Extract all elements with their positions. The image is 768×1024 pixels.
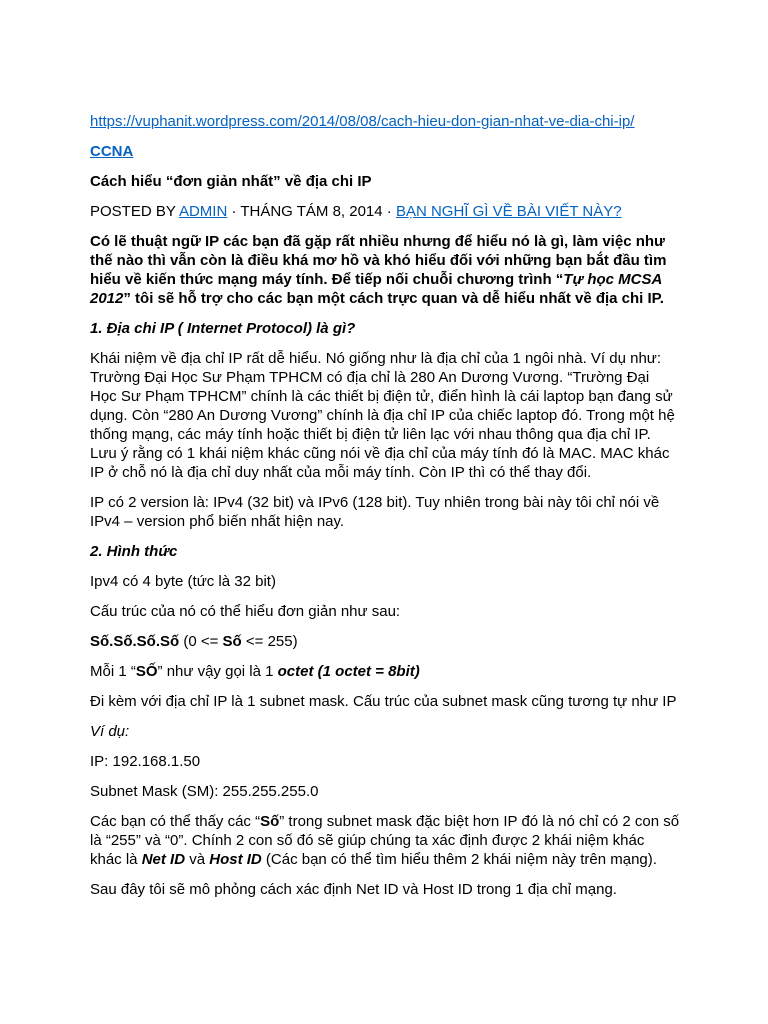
octet-bold: SỐ <box>135 663 158 680</box>
post-meta <box>90 202 680 221</box>
posted-by-label: POSTED BY <box>90 203 179 220</box>
article-title: Cách hiểu “đơn giản nhất” về địa chi IP <box>90 173 372 190</box>
paragraph-ip-concept: Khái niệm về địa chỉ IP rất dễ hiểu. Nó giống như là địa chỉ của 1 ngôi nhà. Ví dụ như: Trường Đại Học Sư Phạm TPHCM có địa chỉ là 280 An Dương Vương. “Trường Đại Học Sư Phạm TPHCM” chính là các thiết bị điện tử, điển hình là cái laptop bạn đang sử dụng. Còn “280 An Dương Vương” chính là địa chỉ IP của chiếc laptop đó. Trong một hệ thống mạng, các máy tính hoặc thiết bị điện tử liên lạc với nhau thông qua địa chỉ IP. Lưu ý rằng có 1 khái niệm khác cũng nói về địa chỉ của máy tính đó là MAC. MAC khác IP ở chỗ nó là địa chỉ duy nhất của mỗi máy tính. Còn IP thì có thể thay đổi. <box>90 350 675 481</box>
format-end: <= 255) <box>241 633 298 650</box>
netid-text-a: Các bạn có thể thấy các “ <box>90 813 261 830</box>
format-mid: (0 <= <box>179 633 223 650</box>
intro-text-2: ” tôi sẽ hỗ trợ cho các bạn một cách trực quan và dễ hiểu nhất về địa chi IP. <box>123 290 664 307</box>
paragraph-closing: Sau đây tôi sẽ mô phỏng cách xác định Net ID và Host ID trong 1 địa chỉ mạng. <box>90 881 617 898</box>
paragraph-sm-example: Subnet Mask (SM): 255.255.255.0 <box>90 783 319 800</box>
octet-text-a: Mỗi 1 “ <box>90 663 136 680</box>
net-id-term: Net ID <box>141 851 186 868</box>
paragraph-ip-versions: IP có 2 version là: IPv4 (32 bit) và IPv6 (128 bit). Tuy nhiên trong bài này tôi chỉ nói về IPv4 – version phổ biến nhất hiện nay. <box>90 494 660 530</box>
paragraph-net-host-id <box>90 812 680 869</box>
paragraph-example-label: Ví dụ: <box>90 723 130 740</box>
netid-bold: Số <box>260 813 280 830</box>
format-bold-2: Số <box>222 633 242 650</box>
section-heading-2: 2. Hình thức <box>90 543 178 560</box>
source-url-paragraph <box>90 112 680 131</box>
source-url-link[interactable]: https://vuphanit.wordpress.com/2014/08/08/cach-hieu-don-gian-nhat-ve-dia-chi-ip/ <box>90 113 635 130</box>
netid-text-c: và <box>185 851 210 868</box>
category-paragraph <box>90 142 680 161</box>
intro-italic: Tự học MCSA 2012 <box>90 271 662 307</box>
section-heading-1: 1. Địa chi IP ( Internet Protocol) là gì? <box>90 320 356 337</box>
paragraph-ip-example: IP: 192.168.1.50 <box>90 753 201 770</box>
paragraph-ipv4-bytes: Ipv4 có 4 byte (tức là 32 bit) <box>90 573 276 590</box>
format-bold: Số.Số.Số.Số <box>90 633 180 650</box>
netid-text-d: (Các bạn có thể tìm hiểu thêm 2 khái niệm này trên mạng). <box>261 851 657 868</box>
paragraph-structure: Cấu trúc của nó có thể hiểu đơn giản như sau: <box>90 603 401 620</box>
octet-text-b: ” như vậy gọi là 1 <box>157 663 278 680</box>
octet-bold-italic: octet (1 octet = 8bit) <box>277 663 420 680</box>
post-date: · THÁNG TÁM 8, 2014 · <box>227 203 396 220</box>
intro-text-1: Có lẽ thuật ngữ IP các bạn đã gặp rất nhiều nhưng để hiểu nó là gì, làm việc như thế nào thì vẫn còn là điều khá mơ hồ và khó hiểu đối với những bạn bắt đầu tìm hiểu về kiến thức mạng máy tính. Để tiếp nối chuỗi chương trình “ <box>90 233 667 288</box>
document-page <box>90 112 680 910</box>
paragraph-format <box>90 632 680 651</box>
comment-link[interactable]: BẠN NGHĨ GÌ VỀ BÀI VIẾT NÀY? <box>395 203 622 220</box>
netid-text-b: ” trong subnet mask đặc biệt hơn IP đó là nó chỉ có 2 con số là “255” và “0”. Chính 2 con số đó sẽ giúp chúng ta xác định được 2 khái niệm khác khác là <box>90 813 680 868</box>
category-link[interactable]: CCNA <box>90 143 134 160</box>
intro-paragraph <box>90 232 680 308</box>
paragraph-subnet-mask: Đi kèm với địa chỉ IP là 1 subnet mask. Cấu trúc của subnet mask cũng tương tự như IP <box>90 693 677 710</box>
paragraph-octet <box>90 662 680 681</box>
author-link[interactable]: ADMIN <box>178 203 228 220</box>
host-id-term: Host ID <box>209 851 262 868</box>
